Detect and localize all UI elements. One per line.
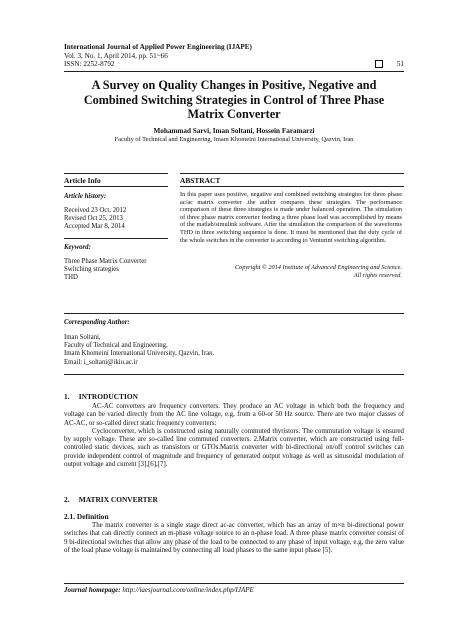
header-rule	[64, 71, 404, 72]
keyword-item: THD	[64, 274, 78, 282]
corresponding-heading: Corresponding Author:	[64, 319, 130, 326]
corresponding-univ: Imam Khomeini International University, Qazvin, Iran.	[64, 350, 215, 358]
accepted-date: Accepted Mar 8, 2014	[64, 223, 125, 231]
corresponding-details	[64, 334, 214, 367]
journal-footer: Journal homepage: http://iaesjournal.com/online/index.php/IJAPE	[64, 586, 254, 594]
definition-subheading: 2.1. Definition	[64, 512, 109, 521]
definition-paragraph: The matrix converter is a single stage direct ac-ac converter, which has an array of m×n bi-directional power switches that can directly connect an m-phase voltage source to an n-phase load. A three phase matrix converter consist of 9 bi-directional switches that allow any phase of the load to be connected to any phase of input voltage, e.g, the zero value of the load phase voltage is maintained by connecting all load phases to the same input phase [5].	[64, 522, 404, 554]
corresponding-bottom-rule	[64, 374, 404, 375]
intro-paragraph: Cycloconverter, which is constructed using naturally commuted thyristors. The commutation voltage is ensured by supply voltage. These are so-called line commuted converters. 2.Matrix converter, which are constructed using full-controlled static devices, such as transistors or GTOs.Matrix converter with bi-directional on/off control switches can provide independent control of magnitude and frequency of generated output voltage as well as sinusoidal modulation of output voltage and current [3],[6],[7].	[64, 427, 404, 469]
corresponding-name: Iman Soltani,	[64, 334, 101, 341]
copyright-line: All rights reserved.	[353, 271, 402, 279]
keyword-list	[64, 258, 146, 283]
received-date: Received 23 Oct, 2012	[64, 207, 127, 214]
title-line: A Survey on Quality Changes in Positive, Negative and	[91, 78, 377, 92]
homepage-link[interactable]: http://iaesjournal.com/online/index.php/IJAPE	[122, 586, 254, 594]
copyright-notice	[180, 264, 402, 279]
paper-affiliation: Faculty of Technical and Engineering, Imam Khomeini International University, Qazvin, Iran	[114, 136, 354, 143]
history-dates	[64, 207, 126, 232]
corresponding-top-rule	[64, 313, 404, 314]
abstract-heading: ABSTRACT	[180, 176, 221, 185]
journal-header	[64, 43, 404, 69]
checkbox-square-icon	[375, 60, 383, 68]
article-info-rule	[64, 186, 168, 187]
title-line: Combined Switching Strategies in Control of Three Phase	[83, 92, 385, 107]
keyword-label: Keyword:	[64, 244, 91, 251]
journal-issn: ISSN: 2252-8792	[64, 60, 115, 69]
copyright-line: Copyright © 2014 Institute of Advanced Engineering and Science.	[234, 264, 402, 271]
revised-date: Revised Oct 25, 2013	[64, 215, 123, 223]
journal-volume: Vol. 3, No. 1, April 2014, pp. 51~66	[64, 51, 168, 60]
page-number: 51	[396, 60, 404, 69]
article-info-top-rule	[64, 173, 168, 174]
article-history-label: Article history:	[64, 193, 107, 200]
introduction-heading: 1. INTRODUCTION	[64, 392, 138, 401]
definition-body	[64, 522, 404, 555]
keyword-rule	[64, 238, 168, 239]
article-info-heading: Article Info	[64, 176, 101, 185]
keyword-item: Switching strategies	[64, 266, 119, 274]
paper-title	[64, 78, 404, 122]
matrix-converter-heading: 2. MATRIX CONVERTER	[64, 495, 158, 504]
corresponding-email: Email: i_soltani@ikiu.ac.ir	[64, 358, 138, 366]
introduction-body	[64, 403, 404, 469]
abstract-text: In this paper uses positive, negative and combined switching strategies for three phase ac/ac matrix converter .the author compares these strategies. The performance comparison of these three strategies is made under balanced operation. The simulation of three phase matrix converter feeding a three phase load was accomplished by means of the matlab/simulink software. After the simulation the comparison of the waveforms THD in three switching sequence is done. It must be mentioned that the duty cycle of the whole switches in the converter is according to Venturini switching algorithm.	[180, 191, 402, 244]
abstract-top-rule	[180, 173, 404, 174]
abstract-rule	[180, 186, 404, 187]
keyword-item: Three Phase Matrix Converter	[64, 258, 147, 265]
corresponding-dept: Faculty of Technical and Engineering,	[64, 342, 168, 350]
paper-authors: Mohammad Sarvi, Iman Soltani, Hossein Faramarzi	[153, 127, 315, 135]
intro-paragraph: AC-AC converters are frequency converters. They produce an AC voltage in which both the frequency and voltage can be varied directly from the AC line voltage, e.g, from a 60-or 50 Hz source. There are two major classes of AC-AC, or so-called direct static frequency converters:	[64, 403, 404, 427]
footer-label: Journal homepage	[64, 586, 119, 594]
title-line: Matrix Converter	[187, 107, 281, 121]
journal-name: International Journal of Applied Power Engineering (IJAPE)	[64, 43, 252, 51]
footer-rule	[64, 583, 404, 584]
